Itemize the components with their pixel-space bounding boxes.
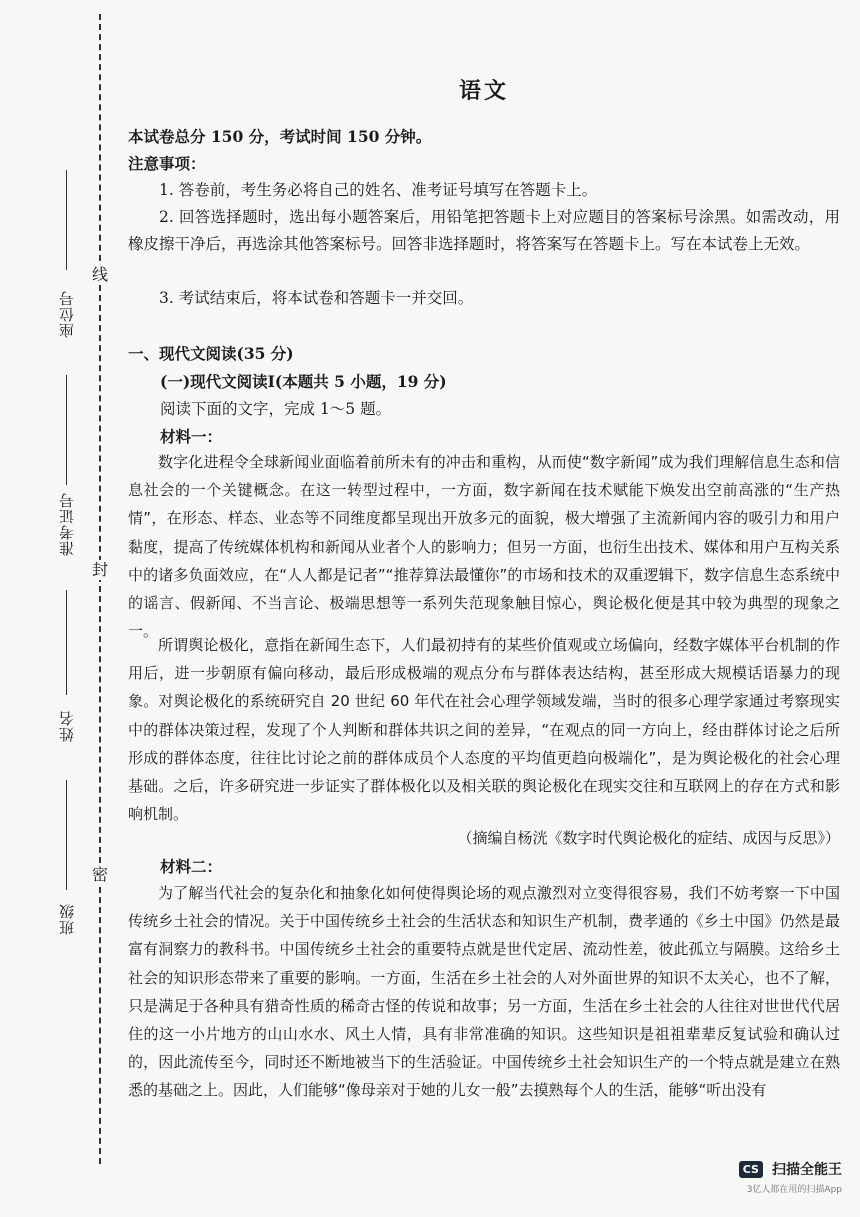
material-1-source: （摘编自杨洸《数字时代舆论极化的症结、成因与反思》） [457,829,840,847]
page-title: 语文 [458,79,509,104]
material-1-label: 材料一： [160,427,223,446]
scanner-watermark [739,1159,842,1196]
subsection-heading: (一)现代文阅读Ⅰ(本题共 5 小题，19 分) [160,372,447,391]
note-item-3: 3. 考试结束后，将本试卷和答题卡一并交回。 [159,289,474,307]
binding-mark-xian: 线 [91,265,108,284]
binding-mark-feng: 封 [91,560,108,579]
exam-id-blank [66,375,67,485]
name-label: 姓名 [58,710,76,742]
binding-dashed-line [99,14,101,1164]
name-blank [66,590,67,695]
binding-mark-mi: 密 [91,865,108,884]
exam-id-label: 准考证号 [58,492,76,556]
score-line: 本试卷总分 150 分，考试时间 150 分钟。 [128,127,432,146]
class-blank [66,780,67,890]
note-item-2: 2. 回答选择题时，选出每小题答案后，用铅笔把答题卡上对应题目的答案标号涂黑。如需改动，用橡皮擦干净后，再选涂其他答案标号。回答非选择题时，将答案写在答题卡上。写在本试卷上无效。 [128,208,840,253]
section-heading: 一、现代文阅读(35 分) [128,344,294,363]
scanner-name: 扫描全能王 [772,1162,842,1178]
notes-heading: 注意事项： [128,154,206,173]
seat-number-label: 座位号 [58,290,76,338]
material-2-label: 材料二： [160,857,223,876]
class-label: 班级 [58,903,76,935]
reading-prompt: 阅读下面的文字，完成 1～5 题。 [160,400,392,418]
material-1-paragraph-2: 所谓舆论极化，意指在新闻生态下，人们最初持有的某些价值观或立场偏向，经数字媒体平台机制的作用后，进一步朝原有偏向移动，最后形成极端的观点分布与群体表达结构，甚至形成大规模话语暴力的现象。对舆论极化的系统研究自 20 世纪 60 年代在社会心理学领域发端，当时的很多心理学家通过考察现实中的群体决策过程，发现了个人判断和群体共识之间的差异，“在观点的同一方向上，经由群体讨论之后所形成的群体态度，往往比讨论之前的群体成员个人态度的平均值更趋向极端化”，是为舆论极化的社会心理基础。之后，许多研究进一步证实了群体极化以及相关联的舆论极化在现实交往和互联网上的存在方式和影响机制。 [128,636,840,824]
scanner-logo-icon: CS [739,1161,763,1178]
note-item-1: 1. 答卷前，考生务必将自己的姓名、准考证号填写在答题卡上。 [159,181,598,199]
scanner-tagline: 3亿人都在用的扫描App [746,1185,842,1195]
seat-number-blank [66,170,67,270]
material-2-paragraph-1: 为了解当代社会的复杂化和抽象化如何使得舆论场的观点激烈对立变得很容易，我们不妨考察一下中国传统乡土社会的情况。关于中国传统乡土社会的生活状态和知识生产机制，费孝通的《乡土中国》仍然是最富有洞察力的教科书。中国传统乡土社会的重要特点就是世代定居、流动性差，彼此孤立与隔膜。这给乡土社会的知识形态带来了重要的影响。一方面，生活在乡土社会的人对外面世界的知识不太关心，也不了解，只是满足于各种具有猎奇性质的稀奇古怪的传说和故事；另一方面，生活在乡土社会的人往往对世世代代居住的这一小片地方的山山水水、风土人情，具有非常准确的知识。这些知识是祖祖辈辈反复试验和确认过的，因此流传至今，同时还不断地被当下的生活验证。中国传统乡土社会知识生产的一个特点就是建立在熟悉的基础之上。因此，人们能够“像母亲对于她的儿女一般”去摸熟每个人的生活，能够“听出没有 [128,884,840,1100]
material-1-paragraph-1: 数字化进程令全球新闻业面临着前所未有的冲击和重构，从而使“数字新闻”成为我们理解信息生态和信息社会的一个关键概念。在这一转型过程中，一方面，数字新闻在技术赋能下焕发出空前高涨的“生产热情”，在形态、样态、业态等不同维度都呈现出开放多元的面貌，极大增强了主流新闻内容的吸引力和用户黏度，提高了传统媒体机构和新闻从业者个人的影响力；但另一方面，也衍生出技术、媒体和用户互构关系中的诸多负面效应，在“人人都是记者”“推荐算法最懂你”的市场和技术的双重逻辑下，数字信息生态系统中的谣言、假新闻、不当言论、极端思想等一系列失范现象触目惊心，舆论极化便是其中较为典型的现象之一。 [128,453,840,641]
